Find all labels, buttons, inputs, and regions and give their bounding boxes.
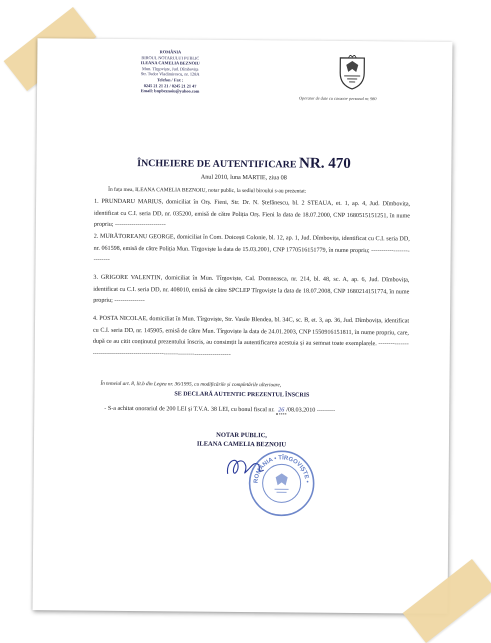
office-line: Email: bnpbeznoiu@yahoo.com — [140, 88, 200, 94]
document-title — [36, 153, 451, 174]
fee-date: /08.03.2010 --------- — [286, 407, 336, 414]
office-line: 0245 21 21 21 / 0245 21 21 47 — [143, 82, 197, 89]
title-prefix: ÎNCHEIERE DE AUTENTIFICARE — [137, 158, 300, 171]
stamp-ring-text: ROMÂNIA • TÎRGOVIȘTE • — [253, 455, 310, 484]
office-line: ILEANA CAMELIA BEZNOIU — [140, 60, 200, 66]
notary-signature-block — [34, 429, 449, 451]
notary-office-header — [95, 49, 245, 95]
office-line: Str. Tudor Vladimirescu, nr. 128A — [140, 71, 200, 77]
notary-title: NOTAR PUBLIC, — [216, 431, 267, 440]
receipt-number: 26 — [278, 407, 285, 414]
office-line: Telefon / Fax : — [157, 77, 184, 83]
party-paragraph-3: 3. GRIGORE VALENTIN, domiciliat în Mun. Tîrgoviște, Cal. Domneasca, nr. 214, bl. 48, sc. A, ap. 6, Jud. Dîmbovița, identificat cu C.I. seria DD, nr. 408010, emisă de către SPCLEP Tîrgoviște la data de 18.07.2008, CNP 1680214151774, în nume propriu; --------------- — [93, 274, 410, 305]
party-paragraph-2: 2. MURĂTOREANU GEORGE, domiciliat în Com. Doicești Colonie, bl. 12, ap. 1, Jud. Dîmbovița, identificat cu C.I. seria DD, nr. 061598, emisă de către Poliția Mun. Tîrgoviște la data de 15.03.2001, CNP 1770516151779, în nume propriu; --------------------------- — [93, 233, 410, 264]
notary-seal-stamp — [246, 448, 317, 519]
title-number: NR. 470 — [299, 155, 351, 172]
intro-text: În fața mea, ILEANA CAMELIA BEZNOIU, notar public, la sediul biroului s-au prezentat: — [108, 186, 307, 195]
notary-name: ILEANA CAMELIA BEZNOIU — [196, 440, 287, 449]
document-date: Anul 2010, luna MARTIE, ziua 08 — [200, 173, 287, 182]
party-paragraph-1: 1. PRUNDARU MARIUS, domiciliat în Orș. Fieni, Str. Dr. N. Ștefănescu, bl. 2 STEAUA, et. 1, ap. 4, Jud. Dîmbovița, identificat cu C.I. seria DD, nr. 035200, emisă de către Poliția Orș. Fieni la data de 18.07.2000, CNP 1680515151251, în nume propriu; ------------------------- — [93, 198, 411, 229]
fee-line — [104, 406, 424, 416]
notarial-document — [33, 38, 453, 614]
coat-of-arms-icon — [337, 55, 367, 91]
office-line: Mun. Tîrgoviște, Jud. Dîmbovița — [142, 65, 199, 72]
party-paragraph-4: 4. POSTA NICOLAE, domiciliat în Mun. Tîrgoviște, Str. Vasile Blendea, bl. 34C, sc. B, et. 3, ap. 36, Jud. Dîmbovița, identificat cu C.I. seria DD, nr. 145905, emisă de către Mun. Tîrgoviște la data de 24.01.2003, CNP 1550916151811, în nume propriu, care, după ce au citit conținutul prezentului înscris, au consimțit la autentificarea acestuia și au semnat toate exemplarele. ----------------------------------------------------------------------------------- — [92, 315, 410, 358]
office-line: ROMÂNIA — [159, 49, 182, 55]
authenticity-declaration: SE DECLARĂ AUTENTIC PREZENTUL ÎNSCRIS — [174, 391, 310, 399]
fee-text: - S-a achitat onorariul de 200 LEI și T.V.A. 38 LEI, cu bonul fiscal nr. — [104, 405, 275, 414]
office-line: BIROUL NOTARULUI PUBLIC — [141, 54, 200, 61]
data-operator-note: Operator de date cu caracter personal nr. 980 — [298, 95, 377, 102]
legal-basis: În temeiul art. 8, lit.b din Legea nr. 36/1995, cu modificările și completările ulterioare, — [100, 380, 282, 389]
